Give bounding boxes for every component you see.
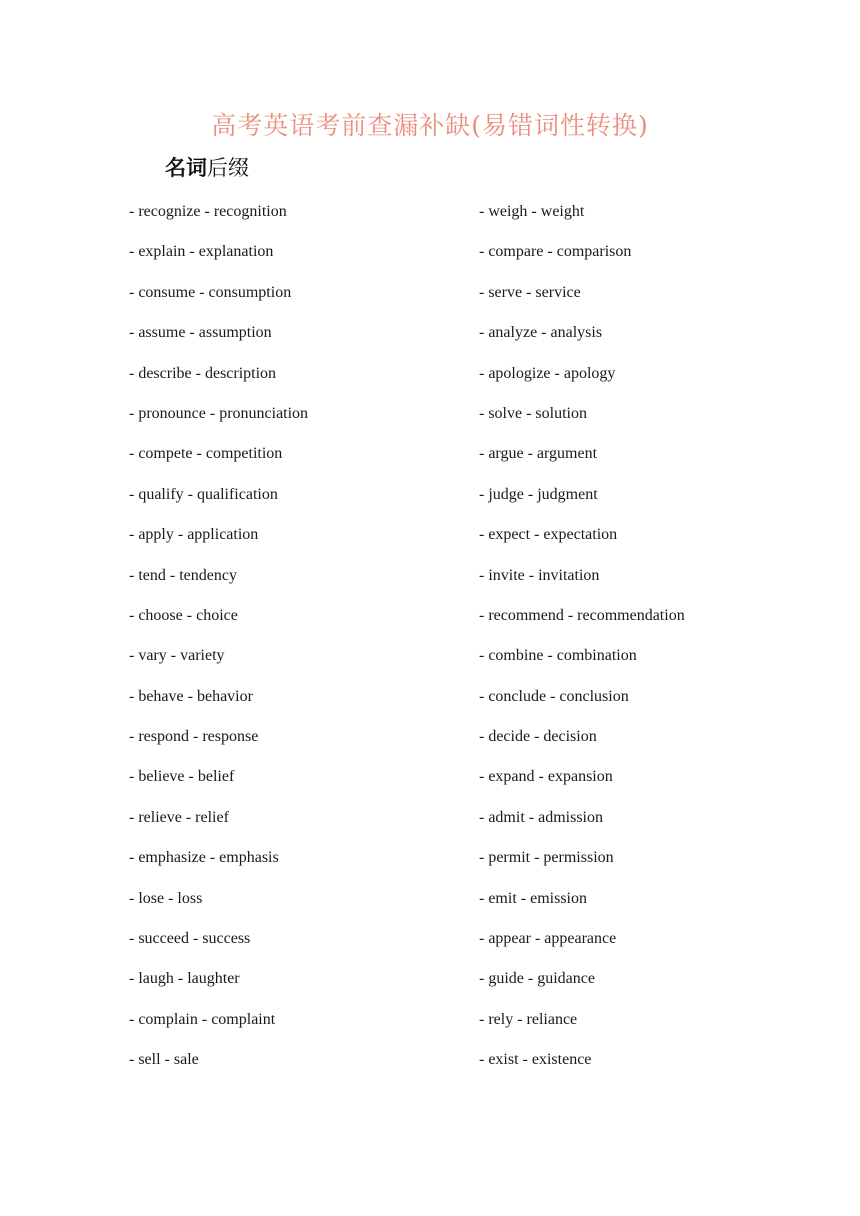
word-pair-item: - describe - description (129, 364, 277, 382)
word-pair-item: - assume - assumption (129, 324, 272, 342)
document-title: 高考英语考前查漏补缺(易错词性转换) (211, 111, 649, 140)
left-word-list (129, 198, 308, 1087)
word-pair-item: - rely - reliance (479, 1010, 578, 1028)
word-pair-item: - invite - invitation (479, 566, 600, 584)
word-pair-item: - judge - judgment (479, 485, 598, 503)
word-pair-item: - vary - variety (129, 647, 225, 665)
word-pair-item: - succeed - success (129, 930, 251, 948)
word-pair-item: - argue - argument (479, 445, 598, 463)
word-pair-item: - complain - complaint (129, 1010, 276, 1028)
word-pair-item: - serve - service (479, 283, 581, 301)
word-pair-item: - consume - consumption (129, 283, 292, 301)
word-pair-item: - apologize - apology (479, 364, 616, 382)
section-heading (165, 153, 249, 183)
word-pair-item: - emit - emission (479, 889, 587, 907)
word-pair-item: - solve - solution (479, 404, 587, 422)
word-pair-item: - sell - sale (129, 1051, 199, 1069)
word-pair-item: - weigh - weight (479, 203, 585, 220)
word-pair-item: - lose - loss (129, 889, 203, 907)
word-pair-item: - recommend - recommendation (479, 606, 685, 624)
word-pair-item: - appear - appearance (479, 930, 617, 948)
word-pair-columns (129, 198, 749, 1098)
word-pair-item: - choose - choice (129, 606, 238, 624)
word-pair-item: - admit - admission (479, 808, 603, 826)
word-pair-item: - permit - permission (479, 849, 614, 867)
right-word-list (479, 198, 685, 1087)
word-pair-item: - decide - decision (479, 728, 597, 746)
word-pair-item: - combine - combination (479, 647, 637, 665)
word-pair-item: - compete - competition (129, 445, 283, 463)
section-heading-bold: 名词 (165, 156, 207, 180)
word-pair-item: - exist - existence (479, 1051, 592, 1069)
word-pair-item: - emphasize - emphasis (129, 849, 279, 867)
word-pair-item: - guide - guidance (479, 970, 595, 988)
word-pair-item: - believe - belief (129, 768, 235, 786)
word-pair-item: - expect - expectation (479, 526, 618, 544)
word-pair-item: - apply - application (129, 526, 259, 544)
word-pair-item: - qualify - qualification (129, 485, 278, 503)
word-pair-item: - tend - tendency (129, 566, 237, 584)
section-heading-rest: 后缀 (207, 156, 249, 180)
word-pair-item: - pronounce - pronunciation (129, 404, 309, 422)
word-pair-item: - analyze - analysis (479, 324, 603, 342)
word-pair-item: - behave - behavior (129, 687, 253, 705)
word-pair-item: - relieve - relief (129, 808, 229, 826)
word-pair-item: - compare - comparison (479, 243, 632, 261)
word-pair-item: - explain - explanation (129, 243, 274, 261)
word-pair-item: - conclude - conclusion (479, 687, 629, 705)
word-pair-item: - respond - response (129, 728, 259, 746)
word-pair-item: - laugh - laughter (129, 970, 240, 988)
word-pair-item: - recognize - recognition (129, 203, 287, 220)
word-pair-item: - expand - expansion (479, 768, 613, 786)
